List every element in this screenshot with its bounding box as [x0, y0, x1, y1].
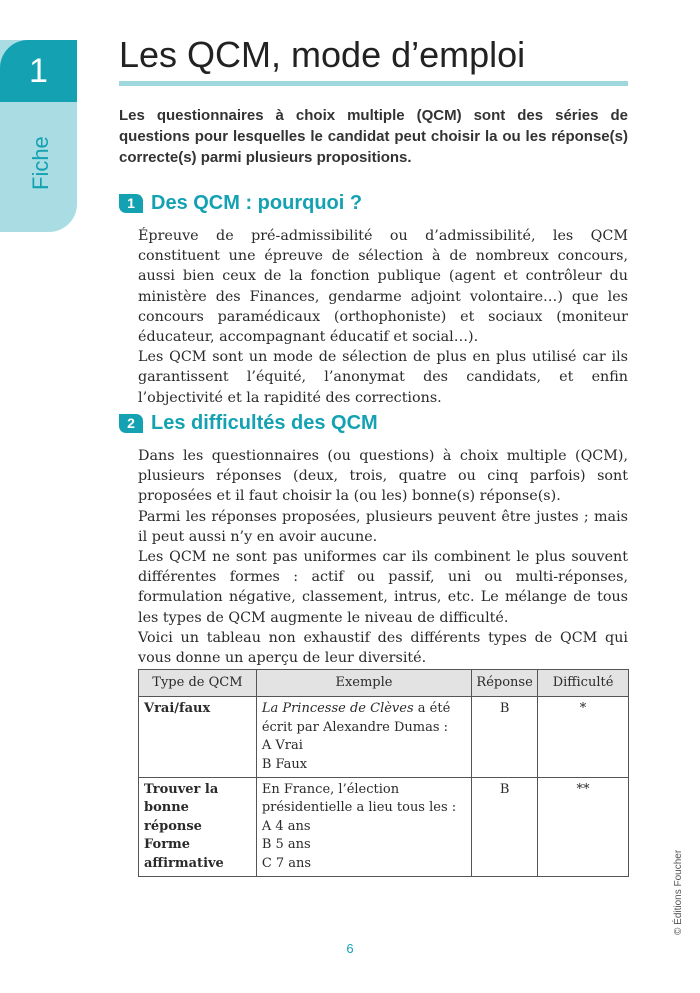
- option: C 7 ans: [261, 855, 312, 871]
- column-header: Réponse: [472, 670, 538, 697]
- section-title: Les difficultés des QCM: [151, 412, 378, 434]
- section-heading-1: [119, 192, 362, 215]
- section-title: Des QCM : pourquoi ?: [151, 192, 363, 214]
- type-line: Forme: [144, 837, 191, 853]
- section-heading-2: [119, 412, 378, 435]
- fiche-number: 1: [29, 52, 48, 90]
- type-line: Vrai/faux: [144, 701, 211, 717]
- type-line: affirmative: [144, 855, 224, 871]
- answer-cell: B: [472, 697, 538, 778]
- intro-text: Les questionnaires à choix multiple (QCM) sont des séries de questions pour lesquelles le candidat peut choisir la ou les réponse(s) correcte(s) parmi plusieurs propositions.: [119, 107, 628, 166]
- column-header: Difficulté: [538, 670, 629, 697]
- table-header-row: [139, 670, 629, 697]
- page-number: 6: [346, 941, 354, 956]
- paragraph: Voici un tableau non exhaustif des différents types de QCM qui vous donne un aperçu de leur diversité.: [138, 629, 628, 667]
- type-cell: [139, 778, 257, 877]
- example-text: En France, l’élection présidentielle a lieu tous les :: [261, 782, 457, 816]
- paragraph: Dans les questionnaires (ou questions) à choix multiple (QCM), plusieurs réponses (deux, trois, quatre ou cinq parfois) sont proposées et il faut choisir la (ou les) bonne(s) réponse(s).: [138, 448, 628, 505]
- column-header: Exemple: [256, 670, 471, 697]
- fiche-label: Fiche: [28, 136, 53, 190]
- section-1-body: [138, 226, 628, 408]
- qcm-types-table: [138, 669, 629, 877]
- copyright: © Éditions Foucher: [673, 849, 684, 935]
- paragraph: Parmi les réponses proposées, plusieurs peuvent être justes ; mais il peut aussi n’y en avoir aucune.: [138, 508, 628, 545]
- example-title: La Princesse de Clèves: [261, 701, 414, 717]
- example-text: a été écrit par Alexandre Dumas :: [261, 701, 451, 735]
- example-cell: [256, 697, 471, 778]
- fiche-tab: [0, 40, 77, 232]
- table-row: [139, 778, 629, 877]
- type-cell: [139, 697, 257, 778]
- type-line: Trouver la: [144, 782, 219, 798]
- option: B Faux: [261, 756, 308, 772]
- option: A 4 ans: [261, 818, 311, 834]
- answer-cell: B: [472, 778, 538, 877]
- page-title: Les QCM, mode d’emploi: [119, 34, 526, 75]
- section-number-badge: 2: [119, 414, 143, 433]
- option: B 5 ans: [261, 837, 311, 853]
- table-row: [139, 697, 629, 778]
- section-number-badge: 1: [119, 194, 143, 213]
- paragraph: Les QCM ne sont pas uniformes car ils combinent le plus souvent différentes formes : actif ou passif, uni ou multi-réponses, formulation négative, classement, intrus, etc. Le mélange de tous les types de QCM augmente le niveau de difficulté.: [138, 549, 628, 626]
- type-line: bonne réponse: [144, 800, 202, 834]
- section-2-body: [138, 446, 628, 668]
- title-rule: [119, 81, 628, 86]
- difficulty-cell: **: [538, 778, 629, 877]
- column-header: Type de QCM: [139, 670, 257, 697]
- option: A Vrai: [261, 738, 303, 754]
- example-cell: [256, 778, 471, 877]
- paragraph: Épreuve de pré-admissibilité ou d’admissibilité, les QCM constituent une épreuve de sélection à de nombreux concours, aussi bien ceux de la fonction publique (agent et contrôleur du ministère des Finances, gendarme adjoint volontaire…) que les concours paramédicaux (orthophoniste) et sociaux (moniteur éducateur, accompagnant éducatif et social…).: [138, 228, 628, 346]
- difficulty-cell: *: [538, 697, 629, 778]
- paragraph: Les QCM sont un mode de sélection de plus en plus utilisé car ils garantissent l’équité, l’anonymat des candidats, et enfin l’objectivité et la rapidité des corrections.: [138, 349, 628, 406]
